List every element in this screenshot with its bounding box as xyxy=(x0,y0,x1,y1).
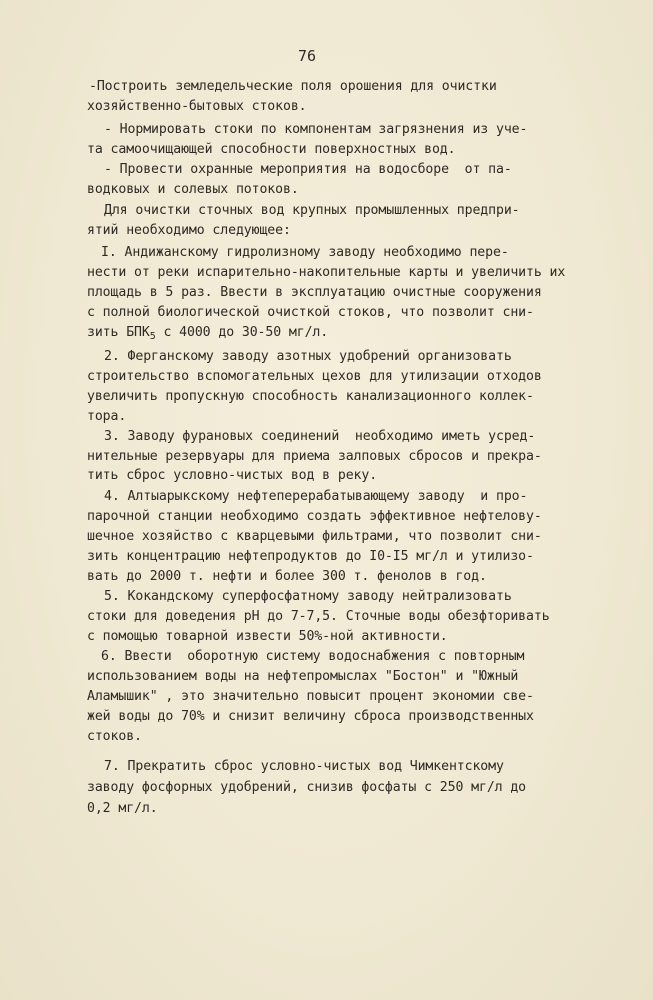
text-line: 5. Кокандскому суперфосфатному заводу нейтрализовать xyxy=(104,589,512,604)
text-line: I. Андижанскому гидролизному заводу необходимо пере- xyxy=(101,245,509,260)
text-line: 6. Ввести оборотную систему водоснабжения с повторным xyxy=(101,649,525,664)
text-line: использованием воды на нефтепромыслах "Бостон" и "Южный xyxy=(87,669,519,684)
text-line: 2. Ферганскому заводу азотных удобрений организовать xyxy=(104,349,512,364)
text-line: тора. xyxy=(87,409,127,424)
text-line: 7. Прекратить сброс условно-чистых вод Чимкентскому xyxy=(104,759,504,774)
text-line: водковых и солевых потоков. xyxy=(87,182,299,197)
text-line: хозяйственно-бытовых стоков. xyxy=(87,99,307,114)
text-line: - Провести охранные мероприятия на водосборе от па- xyxy=(104,162,512,177)
subscript: 5 xyxy=(149,331,156,342)
bpk-text: зить БПК xyxy=(87,325,150,340)
text-line: вать до 2000 т. нефти и более 300 т. фенолов в год. xyxy=(87,569,487,584)
text-line: стоков. xyxy=(87,729,142,744)
text-line: -Построить земледельческие поля орошения для очистки xyxy=(89,79,497,94)
text-line: зить концентрацию нефтепродуктов до I0-I5 мг/л и утилизо- xyxy=(87,549,534,564)
text-line: строительство вспомогательных цехов для утилизации отходов xyxy=(87,369,542,384)
text-line: тить сброс условно-чистых вод в реку. xyxy=(87,468,378,483)
text-line: нести от реки испарительно-накопительные карты и увеличить их xyxy=(87,265,566,280)
text-line: стоки для доведения рН до 7-7,5. Сточные воды обезфторивать xyxy=(87,609,550,624)
text-line: 0,2 мг/л. xyxy=(87,801,158,816)
text-line: 4. Алтыарыкскому нефтеперерабатывающему заводу и про- xyxy=(104,489,528,504)
text-line: - Нормировать стоки по компонентам загрязнения из уче- xyxy=(104,122,528,137)
text-line: увеличить пропускную способность канализационного коллек- xyxy=(87,389,534,404)
page-number: 76 xyxy=(298,47,317,65)
text-line: шечное хозяйство с кварцевыми фильтрами, что позволит сни- xyxy=(87,529,542,544)
text-line: та самоочищающей способности поверхностных вод. xyxy=(87,142,456,157)
text-line: с помощью товарной извести 50%-ной активности. xyxy=(87,629,448,644)
text-line: с полной биологической очисткой стоков, что позволит сни- xyxy=(87,305,534,320)
text-line: нительные резервуары для приема залповых сбросов и прекра- xyxy=(87,449,542,464)
text-line: Аламышик" , это значительно повысит процент экономии све- xyxy=(87,689,534,704)
text-line: парочной станции необходимо создать эффективное нефтелову- xyxy=(87,509,542,524)
text-line: 3. Заводу фурановых соединений необходимо иметь усред- xyxy=(104,429,536,444)
text-line: ятий необходимо следующее: xyxy=(87,223,291,238)
bpk-value-text: с 4000 до 30-50 мг/л. xyxy=(155,325,329,340)
text-line: площадь в 5 раз. Ввести в эксплуатацию очистные сооружения xyxy=(87,285,542,300)
text-line: Для очистки сточных вод крупных промышленных предпри- xyxy=(104,203,520,218)
text-line: жей воды до 70% и снизит величину сброса производственных xyxy=(87,709,534,724)
text-line: заводу фосфорных удобрений, снизив фосфаты с 250 мг/л до xyxy=(87,780,527,795)
text-line-bpk xyxy=(87,324,328,342)
